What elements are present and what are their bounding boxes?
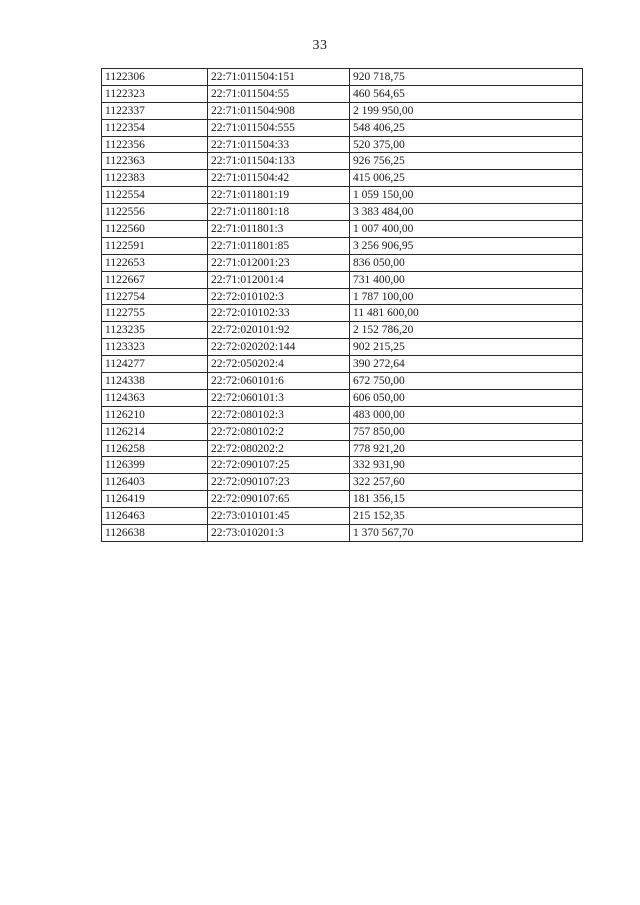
cadastral-value-cell: 1 007 400,00 <box>350 221 583 238</box>
table-row <box>102 406 583 423</box>
cadastral-number-cell: 22:71:011801:18 <box>208 204 350 221</box>
row-number-cell: 1122354 <box>102 119 208 136</box>
cadastral-value-cell: 731 400,00 <box>350 271 583 288</box>
cadastral-number-cell: 22:71:011504:908 <box>208 102 350 119</box>
cadastral-number-cell: 22:72:080102:2 <box>208 423 350 440</box>
cadastral-number-cell: 22:71:011801:19 <box>208 187 350 204</box>
cadastral-number-cell: 22:73:010101:45 <box>208 508 350 525</box>
row-number-cell: 1123235 <box>102 322 208 339</box>
table-row <box>102 457 583 474</box>
cadastral-number-cell: 22:72:010102:3 <box>208 288 350 305</box>
cadastral-number-cell: 22:71:011504:55 <box>208 85 350 102</box>
row-number-cell: 1122754 <box>102 288 208 305</box>
cadastral-number-cell: 22:72:080102:3 <box>208 406 350 423</box>
table-row <box>102 474 583 491</box>
cadastral-number-cell: 22:71:011801:85 <box>208 237 350 254</box>
cadastral-number-cell: 22:72:090107:25 <box>208 457 350 474</box>
cadastral-value-cell: 757 850,00 <box>350 423 583 440</box>
row-number-cell: 1122560 <box>102 221 208 238</box>
table-row <box>102 271 583 288</box>
row-number-cell: 1126399 <box>102 457 208 474</box>
table-row <box>102 254 583 271</box>
row-number-cell: 1126463 <box>102 508 208 525</box>
cadastral-value-cell: 2 199 950,00 <box>350 102 583 119</box>
cadastral-value-cell: 548 406,25 <box>350 119 583 136</box>
cadastral-value-cell: 1 787 100,00 <box>350 288 583 305</box>
table-row <box>102 136 583 153</box>
cadastral-value-cell: 778 921,20 <box>350 440 583 457</box>
table-row <box>102 187 583 204</box>
table-row <box>102 237 583 254</box>
row-number-cell: 1126214 <box>102 423 208 440</box>
row-number-cell: 1122356 <box>102 136 208 153</box>
row-number-cell: 1126210 <box>102 406 208 423</box>
row-number-cell: 1122363 <box>102 153 208 170</box>
page-number: 33 <box>312 38 328 53</box>
table-row <box>102 356 583 373</box>
cadastral-number-cell: 22:72:020202:144 <box>208 339 350 356</box>
cadastral-value-cell: 181 356,15 <box>350 491 583 508</box>
row-number-cell: 1126638 <box>102 525 208 542</box>
cadastral-value-cell: 920 718,75 <box>350 69 583 86</box>
row-number-cell: 1122667 <box>102 271 208 288</box>
row-number-cell: 1122556 <box>102 204 208 221</box>
cadastral-number-cell: 22:72:010102:33 <box>208 305 350 322</box>
row-number-cell: 1124338 <box>102 373 208 390</box>
cadastral-value-cell: 3 383 484,00 <box>350 204 583 221</box>
cadastral-number-cell: 22:72:060101:3 <box>208 389 350 406</box>
table-row <box>102 221 583 238</box>
row-number-cell: 1124363 <box>102 389 208 406</box>
table-body <box>102 69 583 542</box>
cadastral-number-cell: 22:72:060101:6 <box>208 373 350 390</box>
cadastral-value-table <box>101 68 583 542</box>
table-row <box>102 85 583 102</box>
table-row <box>102 491 583 508</box>
table-row <box>102 153 583 170</box>
table-row <box>102 170 583 187</box>
cadastral-number-cell: 22:73:010201:3 <box>208 525 350 542</box>
cadastral-number-cell: 22:71:011504:133 <box>208 153 350 170</box>
cadastral-number-cell: 22:72:090107:23 <box>208 474 350 491</box>
row-number-cell: 1122383 <box>102 170 208 187</box>
table-row <box>102 423 583 440</box>
cadastral-value-cell: 215 152,35 <box>350 508 583 525</box>
table-row <box>102 69 583 86</box>
cadastral-value-cell: 332 931,90 <box>350 457 583 474</box>
table-row <box>102 288 583 305</box>
row-number-cell: 1126403 <box>102 474 208 491</box>
cadastral-value-cell: 415 006,25 <box>350 170 583 187</box>
row-number-cell: 1122306 <box>102 69 208 86</box>
cadastral-number-cell: 22:71:011504:151 <box>208 69 350 86</box>
row-number-cell: 1122653 <box>102 254 208 271</box>
table-row <box>102 508 583 525</box>
cadastral-number-cell: 22:71:011504:42 <box>208 170 350 187</box>
cadastral-value-cell: 460 564,65 <box>350 85 583 102</box>
cadastral-number-cell: 22:72:050202:4 <box>208 356 350 373</box>
cadastral-value-cell: 1 370 567,70 <box>350 525 583 542</box>
cadastral-number-cell: 22:71:011504:33 <box>208 136 350 153</box>
cadastral-value-cell: 11 481 600,00 <box>350 305 583 322</box>
cadastral-value-cell: 836 050,00 <box>350 254 583 271</box>
cadastral-value-cell: 3 256 906,95 <box>350 237 583 254</box>
cadastral-value-cell: 902 215,25 <box>350 339 583 356</box>
row-number-cell: 1122591 <box>102 237 208 254</box>
table-row <box>102 102 583 119</box>
cadastral-value-cell: 483 000,00 <box>350 406 583 423</box>
row-number-cell: 1122755 <box>102 305 208 322</box>
cadastral-number-cell: 22:71:011504:555 <box>208 119 350 136</box>
row-number-cell: 1122323 <box>102 85 208 102</box>
cadastral-value-cell: 390 272,64 <box>350 356 583 373</box>
table-row <box>102 440 583 457</box>
cadastral-number-cell: 22:72:080202:2 <box>208 440 350 457</box>
table-row <box>102 389 583 406</box>
table-row <box>102 119 583 136</box>
cadastral-value-cell: 520 375,00 <box>350 136 583 153</box>
cadastral-value-cell: 2 152 786,20 <box>350 322 583 339</box>
cadastral-value-cell: 322 257,60 <box>350 474 583 491</box>
cadastral-number-cell: 22:72:020101:92 <box>208 322 350 339</box>
table-row <box>102 373 583 390</box>
table-row <box>102 305 583 322</box>
cadastral-number-cell: 22:71:012001:23 <box>208 254 350 271</box>
row-number-cell: 1126258 <box>102 440 208 457</box>
table-row <box>102 322 583 339</box>
row-number-cell: 1123323 <box>102 339 208 356</box>
cadastral-number-cell: 22:71:011801:3 <box>208 221 350 238</box>
table-row <box>102 339 583 356</box>
table-row <box>102 204 583 221</box>
row-number-cell: 1122554 <box>102 187 208 204</box>
cadastral-number-cell: 22:71:012001:4 <box>208 271 350 288</box>
row-number-cell: 1126419 <box>102 491 208 508</box>
row-number-cell: 1124277 <box>102 356 208 373</box>
cadastral-number-cell: 22:72:090107:65 <box>208 491 350 508</box>
cadastral-value-cell: 606 050,00 <box>350 389 583 406</box>
row-number-cell: 1122337 <box>102 102 208 119</box>
cadastral-value-cell: 926 756,25 <box>350 153 583 170</box>
cadastral-value-cell: 672 750,00 <box>350 373 583 390</box>
table-row <box>102 525 583 542</box>
cadastral-value-cell: 1 059 150,00 <box>350 187 583 204</box>
